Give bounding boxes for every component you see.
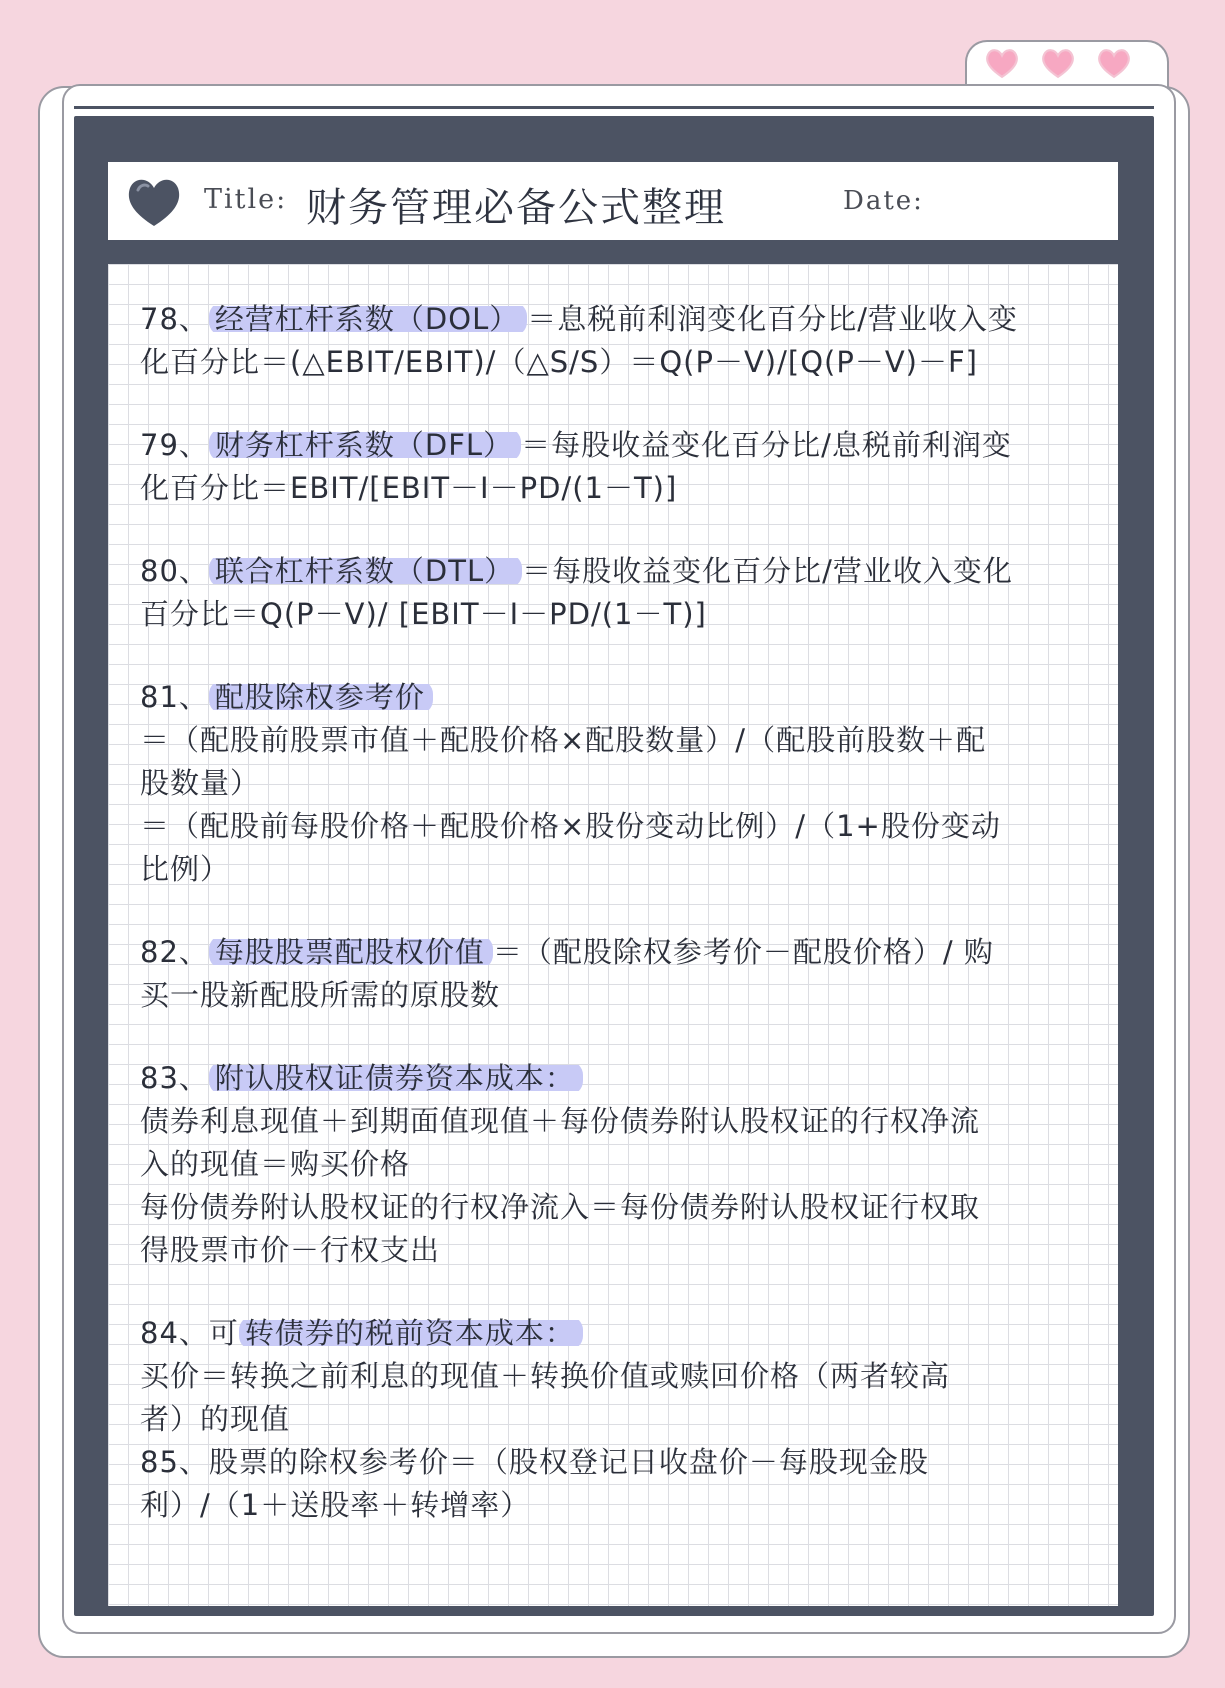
formula-text: 债券利息现值＋到期面值现值＋每份债券附认股权证的行权净流 <box>140 1104 981 1138</box>
formula-text: 比例） <box>140 852 231 886</box>
heart-icon <box>1097 46 1131 80</box>
formula-text: 买一股新配股所需的原股数 <box>140 978 501 1012</box>
formula-text: 得股票市价－行权支出 <box>140 1233 441 1267</box>
formula-text: ＝息税前利润变化百分比/营业收入变 <box>527 302 1019 336</box>
highlighted-term: 附认股权证债券资本成本： <box>209 1061 583 1095</box>
item-number: 79、 <box>140 428 209 462</box>
highlighted-term: 转债券的税前资本成本： <box>239 1316 583 1350</box>
highlighted-term: 每股股票配股权价值 <box>209 935 493 969</box>
title-bar <box>106 160 1120 242</box>
formula-text: 入的现值＝购买价格 <box>140 1147 411 1181</box>
item-number: 84、可 <box>140 1316 239 1350</box>
heart-icon <box>1041 46 1075 80</box>
heart-icon <box>124 174 184 230</box>
formula-text: ＝（配股前每股价格＋配股价格×股份变动比例）/（1+股份变动 <box>140 809 1001 843</box>
formula-list <box>140 298 1100 1527</box>
heart-icon <box>985 46 1019 80</box>
item-number: 83、 <box>140 1061 209 1095</box>
highlighted-term: 经营杠杆系数（DOL） <box>209 302 527 336</box>
highlighted-term: 配股除权参考价 <box>209 680 433 714</box>
highlighted-term: 联合杠杆系数（DTL） <box>209 554 522 588</box>
formula-item-78 <box>140 298 1100 384</box>
formula-item-80 <box>140 550 1100 636</box>
formula-text: ＝每股收益变化百分比/营业收入变化 <box>522 554 1013 588</box>
formula-text: 85、股票的除权参考价＝（股权登记日收盘价－每股现金股 <box>140 1445 929 1479</box>
formula-text: ＝每股收益变化百分比/息税前利润变 <box>521 428 1012 462</box>
formula-item-83 <box>140 1057 1100 1272</box>
formula-text: 化百分比＝EBIT/[EBIT－I－PD/(1－T)] <box>140 471 678 505</box>
formula-text: 买价＝转换之前利息的现值＋转换价值或赎回价格（两者较高 <box>140 1359 951 1393</box>
item-number: 82、 <box>140 935 209 969</box>
formula-text: 股数量） <box>140 766 261 800</box>
page-title: 财务管理必备公式整理 <box>306 185 726 231</box>
item-number: 81、 <box>140 680 209 714</box>
formula-text: 百分比＝Q(P－V)/ [EBIT－I－PD/(1－T)] <box>140 597 707 631</box>
formula-text: 利）/（1＋送股率＋转增率） <box>140 1488 531 1522</box>
formula-item-82 <box>140 931 1100 1017</box>
item-number: 78、 <box>140 302 209 336</box>
grid-paper-content <box>106 262 1120 1608</box>
item-number: 80、 <box>140 554 209 588</box>
formula-text: 每份债券附认股权证的行权净流入＝每份债券附认股权证行权取 <box>140 1190 981 1224</box>
formula-item-79 <box>140 424 1100 510</box>
formula-text: 化百分比＝(△EBIT/EBIT)/（△S/S）＝Q(P－V)/[Q(P－V)－F] <box>140 345 978 379</box>
highlighted-term: 财务杠杆系数（DFL） <box>209 428 521 462</box>
formula-item-81 <box>140 676 1100 891</box>
title-label: Title: <box>204 184 288 215</box>
heart-decoration-row <box>985 46 1131 80</box>
date-label: Date: <box>843 186 924 216</box>
formula-text: ＝（配股除权参考价－配股价格）/ 购 <box>492 935 994 969</box>
formula-text: 者）的现值 <box>140 1402 291 1436</box>
formula-text: ＝（配股前股票市值＋配股价格×配股数量）/（配股前股数＋配 <box>140 723 987 757</box>
formula-item-84-85 <box>140 1312 1100 1527</box>
